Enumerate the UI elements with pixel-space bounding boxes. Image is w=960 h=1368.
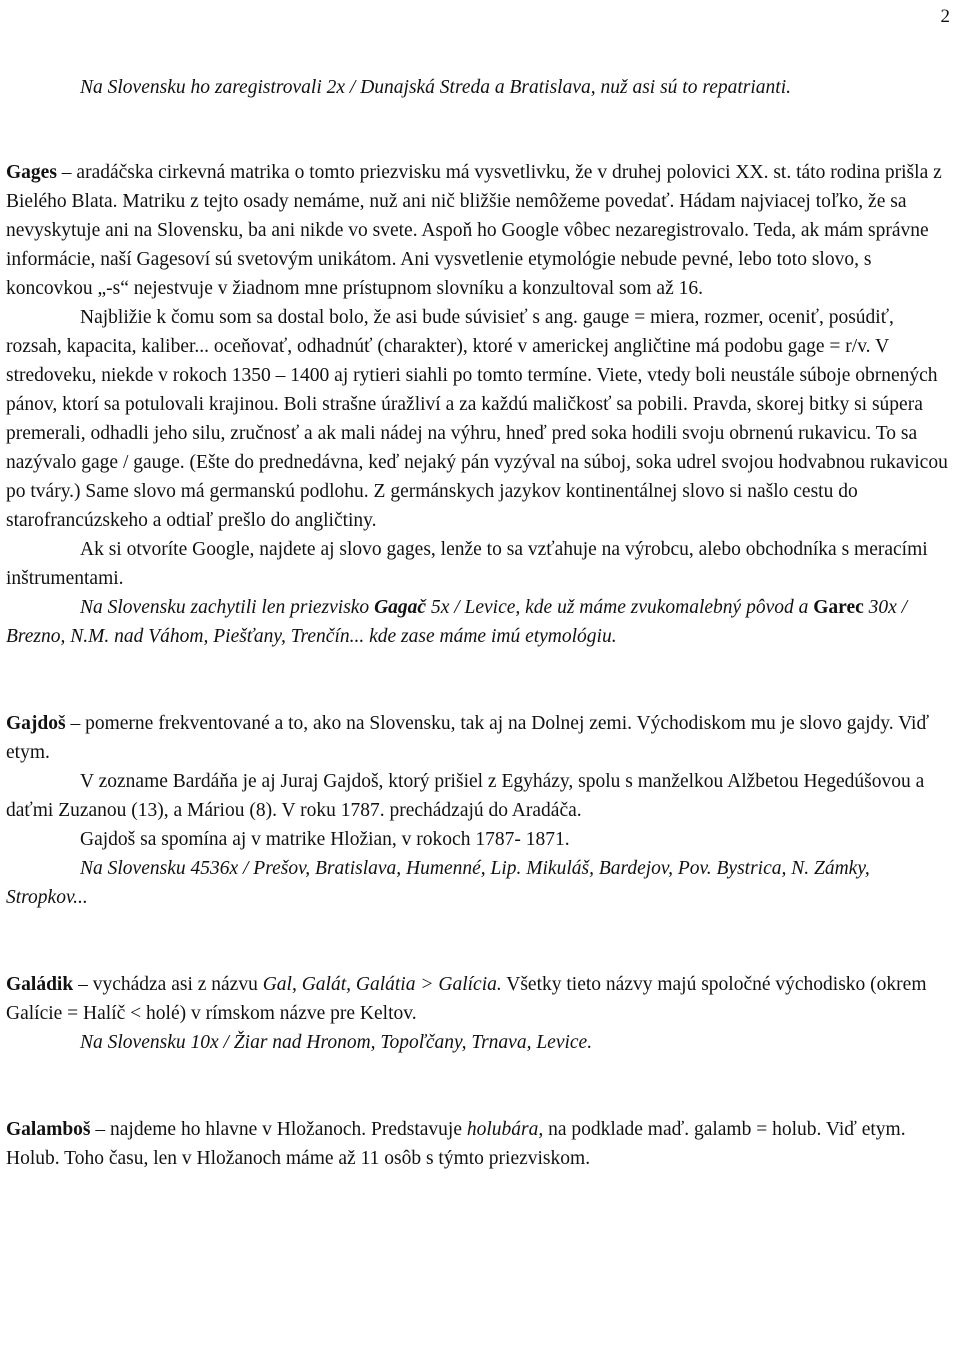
italic-text: Na Slovensku 4536x / Prešov, Bratislava, Humenné, Lip. Mikuláš, Bardejov, Pov. Bystrica, N. Zámky, Stropkov... <box>6 858 870 908</box>
italic-text: Gal, Galát, Galátia > Galícia. <box>262 974 502 995</box>
page-number: 2 <box>940 6 950 27</box>
paragraph-slovensko-gajdos <box>6 854 954 912</box>
paragraph-google: Ak si otvoríte Google, najdete aj slovo gages, lenže to sa vzťahuje na výrobcu, alebo obchodníka s meracími inštrumentami. <box>6 539 928 589</box>
italic-text: Na Slovensku ho zaregistrovali 2x / Dunajská Streda a Bratislava, nuž asi sú to repatrianti. <box>80 77 791 98</box>
entry-text: – aradáčska cirkevná matrika o tomto priezvisku má vysvetlivku, že v druhej polovici XX. st. táto rodina prišla z Bielého Blata. Matriku z tejto osady nemáme, nuž ani nič bližšie nemôžeme povedať. Hádam najviacej toľko, že sa nevyskytuje ani na Slovensku, ba ani nikde vo svete. Aspoň ho Google vôbec nezaregistrovalo. Teda, ak mám správne informácie, naší Gagesoví sú svetovým unikátom. Ani vysvetlenie etymológie nebude pevné, lebo toto slovo, s koncovkou „-s“ nejestvuje v žiadnom mne prístupnom slovníku a konzultoval som až 16. <box>6 162 942 299</box>
entry-heading-galambos: Galamboš <box>6 1119 91 1140</box>
paragraph-gagac <box>6 593 954 651</box>
entry-galambos: Galamboš – najdeme ho hlavne v Hložanoch. Predstavuje holubára, na podklade maď. galamb = holub. Viď etym. Holub. Toho času, len v Hložanoch máme až 11 osôb s týmto priezviskom. <box>6 1119 906 1169</box>
paragraph-bardan: V zozname Bardáňa je aj Juraj Gajdoš, ktorý prišiel z Egyházy, spolu s manželkou Alžbetou Hegedúšovou a daťmi Zuzanou (13), a Máriou (8). V roku 1787. prechádzajú do Aradáča. <box>6 771 925 821</box>
entry-heading-gages: Gages <box>6 162 57 183</box>
entry-galadik: Galádik – vychádza asi z názvu Gal, Galát, Galátia > Galícia. Všetky tieto názvy majú spoločné východisko (okrem Galície = Halíč < holé) v rímskom názve pre Keltov. <box>6 974 927 1024</box>
italic-text: Na Slovensku 10x / Žiar nad Hronom, Topoľčany, Trnava, Levice. <box>80 1032 593 1053</box>
paragraph-slovensko-galadik <box>6 1028 954 1057</box>
entry-heading-gajdos: Gajdoš <box>6 713 66 734</box>
entry-heading-galadik: Galádik <box>6 974 74 995</box>
entry-gajdos <box>6 709 954 767</box>
italic-text: 30x / Brezno, N.M. nad Váhom, Piešťany, Trenčín... kde zase máme imú etymológiu. <box>6 597 908 647</box>
document-body <box>6 73 954 1173</box>
paragraph-repatrianti <box>6 73 954 102</box>
entry-text: – pomerne frekventované a to, ako na Slovensku, tak aj na Dolnej zemi. Východiskom mu je slovo gajdy. Viď etym. <box>6 713 930 763</box>
paragraph-hlozany: Gajdoš sa spomína aj v matrike Hložian, v rokoch 1787- 1871. <box>80 829 570 850</box>
bold-name-gagac: Gagač <box>374 597 427 618</box>
entry-gages <box>6 158 954 303</box>
italic-text: Na Slovensku zachytili len priezvisko Gagač 5x / Levice, kde už máme zvukomalebný pôvod a <box>80 597 814 618</box>
italic-text: holubára, <box>466 1119 544 1140</box>
bold-name-garec: Garec <box>813 597 864 618</box>
paragraph-gauge: Najbližie k čomu som sa dostal bolo, že asi bude súvisieť s ang. gauge = miera, rozmer, oceniť, posúdiť, rozsah, kapacita, kaliber... oceňovať, odhadnúť (charakter), ktoré v americkej angličtine má podobu gage = r/v. V stredoveku, niekde v rokoch 1350 – 1400 aj rytieri siahli po tomto termíne. Viete, vtedy boli neustále súboje obrnených pánov, ktorí sa potulovali krajinou. Boli strašne úražliví a za každú maličkosť sa pobili. Pravda, skorej bitky si súpera premerali, odhadli jeho silu, zručnosť a ak mali nádej na výhru, hneď pred soka hodili svoju obrnenú rukavicu. To sa nazývalo gage / gauge. (Ešte do prednedávna, keď nejaký pán vyzýval na súboj, soka udrel svojou hodvabnou rukavicou po tváry.) Same slovo má germanskú podlohu. Z germánskych jazykov kontinentálnej slovo si našlo cestu do starofrancúzskeho a odtiaľ prešlo do angličtiny. <box>6 307 948 531</box>
